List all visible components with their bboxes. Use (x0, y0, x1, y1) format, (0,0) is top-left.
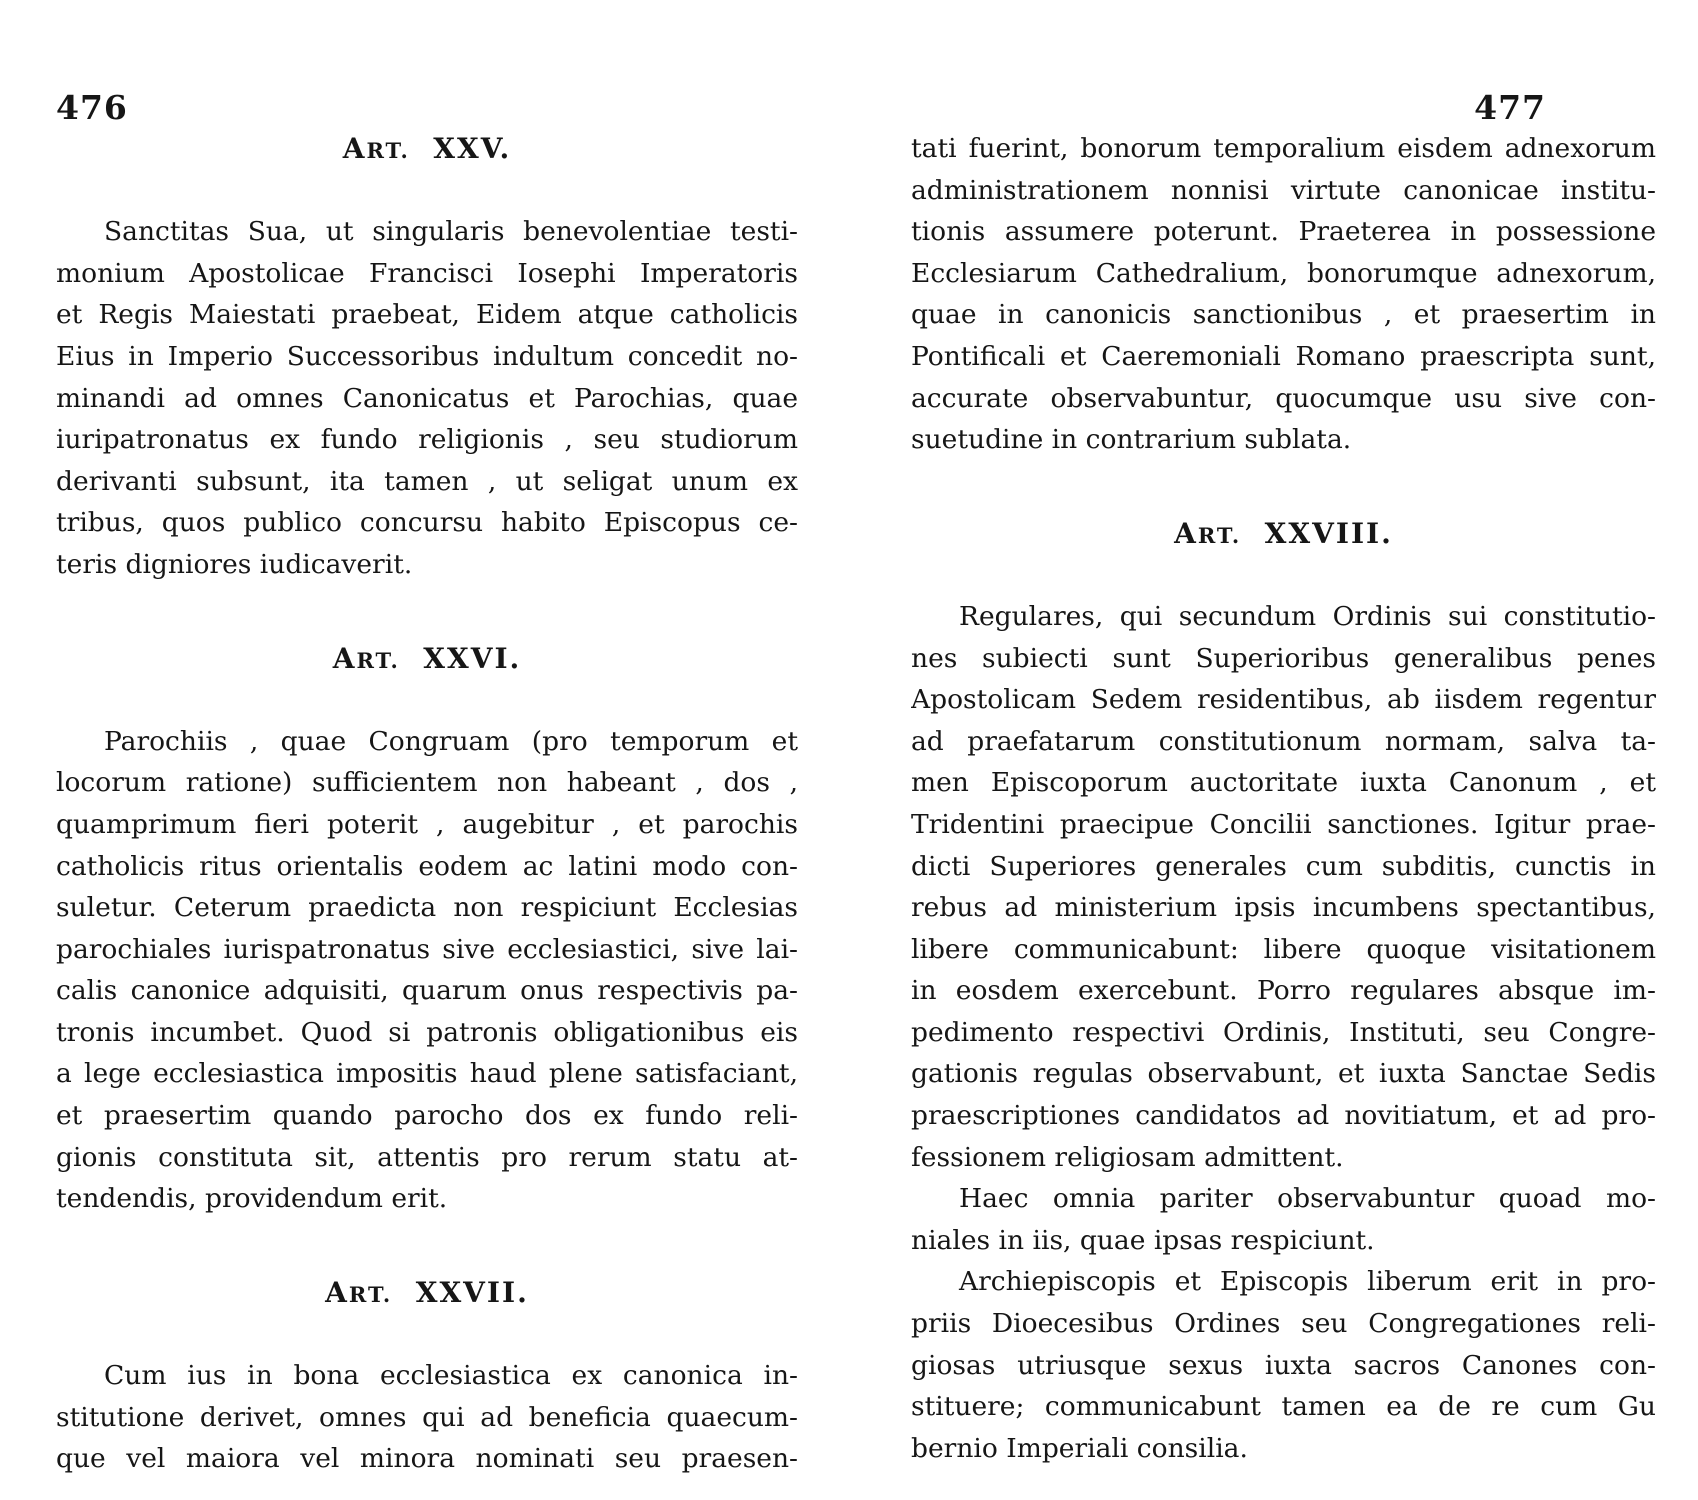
right-column (911, 128, 1656, 1469)
article-heading-xxviii: ART. XXVIII. (1174, 516, 1393, 550)
text-line: niales in iis, quae ipsas respiciunt. (911, 1224, 1375, 1256)
text-line: tronis incumbet. Quod si patronis obligationibus eis (56, 1016, 798, 1048)
text-line: tati fuerint, bonorum temporalium eisdem adnexorum (911, 133, 1656, 164)
text-line: Pontificali et Caeremoniali Romano praescripta sunt, (911, 340, 1656, 372)
text-line: Ecclesiarum Cathedralium, bonorumque adnexorum, (911, 257, 1656, 289)
article-xxvii-text (56, 1355, 798, 1480)
right-page (849, 0, 1698, 1500)
page-number-left: 476 (56, 88, 128, 127)
text-line: Haec omnia pariter observabuntur quoad mo- (959, 1183, 1656, 1215)
text-line: monium Apostolicae Francisci Iosephi Imperatoris (56, 257, 798, 289)
text-line: gionis constituta sit, attentis pro rerum statu at- (56, 1141, 798, 1173)
article-xxvi-text (56, 721, 798, 1220)
text-line: ad praefatarum constitutionum normam, salva ta- (911, 725, 1656, 757)
article-xxviii-paragraph-1 (911, 596, 1656, 1178)
text-line: Tridentini praecipue Concilii sanctiones. Igitur prae- (911, 808, 1656, 840)
text-line: fessionem religiosam admittent. (911, 1141, 1344, 1173)
article-xxviii-paragraph-3 (911, 1261, 1656, 1469)
text-line: et Regis Maiestati praebeat, Eidem atque catholicis (56, 299, 798, 331)
text-line: tionis assumere poterunt. Praeterea in possessione (911, 216, 1656, 248)
article-heading-xxvi: ART. XXVI. (332, 641, 522, 675)
text-line: gationis regulas observabunt, et iuxta Sanctae Sedis (911, 1058, 1656, 1090)
text-line: accurate observabuntur, quocumque usu sive con- (911, 382, 1656, 414)
text-line: Archiepiscopis et Episcopis liberum erit in pro- (959, 1266, 1656, 1298)
text-line: calis canonice adquisiti, quarum onus respectivis pa- (56, 975, 798, 1007)
text-line: suetudine in contrarium sublata. (911, 424, 1352, 456)
text-line: men Episcoporum auctoritate iuxta Canonum , et (911, 767, 1656, 799)
text-line: tendendis, providendum erit. (56, 1183, 448, 1215)
text-line: a lege ecclesiastica impositis haud plene satisfaciant, (56, 1058, 798, 1090)
text-line: iuripatronatus ex fundo religionis , seu studiorum (56, 424, 798, 456)
article-heading-xxv: ART. XXV. (342, 132, 512, 165)
article-xxv-text (56, 211, 798, 585)
text-line: libere communicabunt: libere quoque visitationem (911, 933, 1656, 965)
text-line: derivanti subsunt, ita tamen , ut seligat unum ex (56, 465, 798, 497)
article-xxvii-continuation (911, 128, 1656, 461)
text-line: administrationem nonnisi virtute canonicae institu- (911, 174, 1656, 206)
article-xxviii-paragraph-2 (911, 1178, 1656, 1261)
page-number-right: 477 (1474, 88, 1546, 127)
text-line: priis Dioecesibus Ordines seu Congregationes reli- (911, 1308, 1656, 1340)
text-line: parochiales iurispatronatus sive ecclesiastici, sive lai- (56, 933, 798, 965)
text-line: minandi ad omnes Canonicatus et Parochias, quae (56, 382, 798, 414)
article-heading-xxvii: ART. XXVII. (325, 1275, 529, 1309)
text-line: Eius in Imperio Successoribus indultum concedit no- (56, 340, 798, 372)
text-line: tribus, quos publico concursu habito Episcopus ce- (56, 507, 798, 539)
text-line: suletur. Ceterum praedicta non respiciunt Ecclesias (56, 892, 798, 924)
text-line: nes subiecti sunt Superioribus generalibus penes (911, 642, 1656, 674)
left-column (56, 128, 798, 1480)
text-line: in eosdem exercebunt. Porro regulares absque im- (911, 975, 1656, 1007)
text-line: Regulares, qui secundum Ordinis sui constitutio- (959, 600, 1656, 632)
text-line: pedimento respectivi Ordinis, Instituti, seu Congre- (911, 1016, 1656, 1048)
text-line: Cum ius in bona ecclesiastica ex canonica in- (104, 1360, 798, 1392)
text-line: locorum ratione) sufficientem non habeant , dos , (56, 767, 798, 799)
text-line: quae in canonicis sanctionibus , et praesertim in (911, 299, 1656, 331)
text-line: catholicis ritus orientalis eodem ac latini modo con- (56, 850, 798, 882)
text-line: stitutione derivet, omnes qui ad beneficia quaecum- (56, 1401, 798, 1433)
text-line: quamprimum fieri poterit , augebitur , et parochis (56, 808, 798, 840)
text-line: praescriptiones candidatos ad novitiatum, et ad pro- (911, 1100, 1656, 1132)
text-line: Sanctitas Sua, ut singularis benevolentiae testi- (104, 216, 798, 248)
text-line: et praesertim quando parocho dos ex fundo reli- (56, 1100, 798, 1132)
text-line: Parochiis , quae Congruam (pro temporum et (104, 725, 798, 757)
text-line: stituere; communicabunt tamen ea de re cum Gu (911, 1391, 1656, 1423)
text-line: que vel maiora vel minora nominati seu praesen- (56, 1443, 798, 1475)
text-line: teris digniores iudicaverit. (56, 548, 413, 580)
text-line: Apostolicam Sedem residentibus, ab iisdem regentur (911, 684, 1656, 716)
text-line: rebus ad ministerium ipsis incumbens spectantibus, (911, 892, 1656, 924)
text-line: bernio Imperiali consilia. (911, 1432, 1248, 1464)
text-line: giosas utriusque sexus iuxta sacros Canones con- (911, 1349, 1656, 1381)
text-line: dicti Superiores generales cum subditis, cunctis in (911, 850, 1656, 882)
